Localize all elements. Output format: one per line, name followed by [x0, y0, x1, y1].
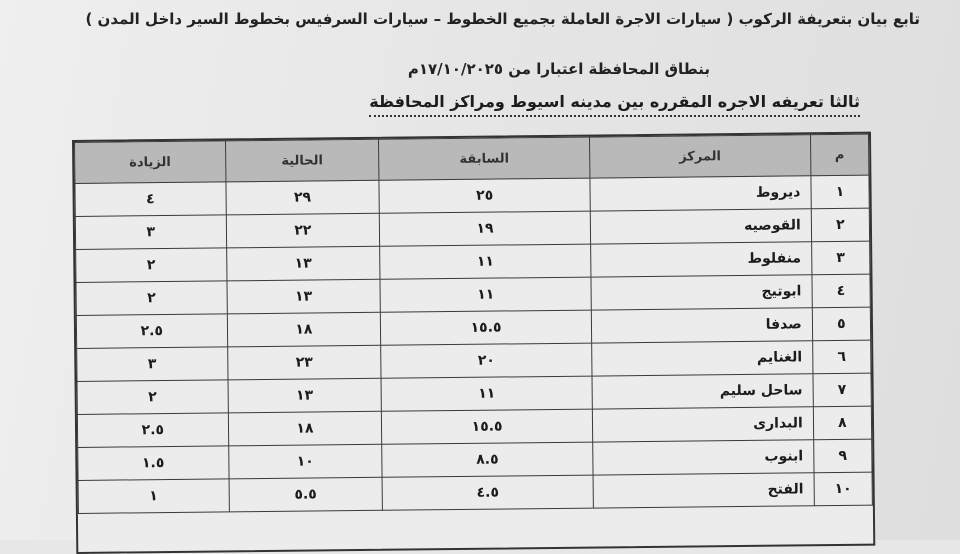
fare-table-container	[72, 132, 875, 554]
row-current-fare: ٥.٥	[229, 477, 383, 512]
row-center-name: البدارى	[592, 407, 813, 442]
table-row	[78, 472, 872, 513]
row-number: ٦	[812, 340, 871, 374]
row-increase: ٣	[77, 347, 228, 382]
row-current-fare: ١٣	[227, 279, 381, 314]
col-header-number: م	[810, 134, 869, 176]
row-number: ٤	[812, 274, 871, 308]
row-increase: ١	[78, 479, 229, 514]
col-header-previous: السابقة	[379, 137, 590, 180]
section-title-text: ثالثا تعريفه الاجره المقرره بين مدينه اسيوط ومراكز المحافظة	[369, 92, 860, 111]
row-increase: ٢	[76, 281, 227, 316]
row-previous-fare: ١١	[380, 277, 591, 312]
row-previous-fare: ١٥.٥	[380, 310, 591, 345]
row-current-fare: ١٨	[228, 411, 382, 446]
col-header-center: المركز	[589, 135, 810, 178]
fare-table	[74, 134, 873, 514]
row-current-fare: ٢٢	[226, 213, 380, 248]
row-number: ٢	[811, 208, 870, 242]
col-header-increase: الزيادة	[75, 141, 226, 184]
row-center-name: ديروط	[590, 176, 811, 211]
row-center-name: صدفا	[591, 308, 812, 343]
row-current-fare: ١٣	[228, 378, 382, 413]
row-previous-fare: ١٩	[379, 211, 590, 246]
row-center-name: الفتح	[593, 473, 814, 508]
row-increase: ٣	[75, 215, 226, 250]
row-increase: ٢	[77, 380, 228, 415]
row-previous-fare: ٢٠	[381, 343, 592, 378]
row-center-name: الغنايم	[592, 341, 813, 376]
row-previous-fare: ٤.٥	[382, 475, 593, 510]
row-center-name: ساحل سليم	[592, 374, 813, 409]
row-previous-fare: ١٥.٥	[382, 409, 593, 444]
row-current-fare: ٢٣	[227, 345, 381, 380]
row-number: ١٠	[814, 472, 873, 506]
row-center-name: ابوتيج	[591, 275, 812, 310]
section-title	[369, 92, 860, 111]
row-current-fare: ١٣	[226, 246, 380, 281]
row-number: ١	[811, 175, 870, 209]
row-current-fare: ٢٩	[226, 180, 380, 215]
row-increase: ١.٥	[78, 446, 229, 481]
header-line-1: تابع بيان بتعريفة الركوب ( سيارات الاجرة العاملة بجميع الخطوط – سيارات السرفيس بخطوط السير داخل المدن )	[85, 10, 920, 28]
row-number: ٥	[812, 307, 871, 341]
row-increase: ٤	[75, 182, 226, 217]
row-number: ٧	[813, 373, 872, 407]
row-current-fare: ١٠	[228, 444, 382, 479]
row-increase: ٢	[76, 248, 227, 283]
header-line-2: بنطاق المحافظة اعتبارا من ١٧/١٠/٢٠٢٥م	[407, 60, 710, 78]
row-center-name: القوصيه	[590, 209, 811, 244]
row-center-name: ابنوب	[593, 440, 814, 475]
row-number: ٣	[811, 241, 870, 275]
row-previous-fare: ١١	[381, 376, 592, 411]
row-increase: ٢.٥	[77, 413, 228, 448]
row-increase: ٢.٥	[76, 314, 227, 349]
col-header-current: الحالية	[225, 139, 379, 182]
row-previous-fare: ٨.٥	[382, 442, 593, 477]
row-previous-fare: ١١	[380, 244, 591, 279]
row-previous-fare: ٢٥	[379, 178, 590, 213]
row-center-name: منفلوط	[591, 242, 812, 277]
row-current-fare: ١٨	[227, 312, 381, 347]
section-title-underline	[369, 115, 860, 117]
row-number: ٩	[813, 439, 872, 473]
row-number: ٨	[813, 406, 872, 440]
